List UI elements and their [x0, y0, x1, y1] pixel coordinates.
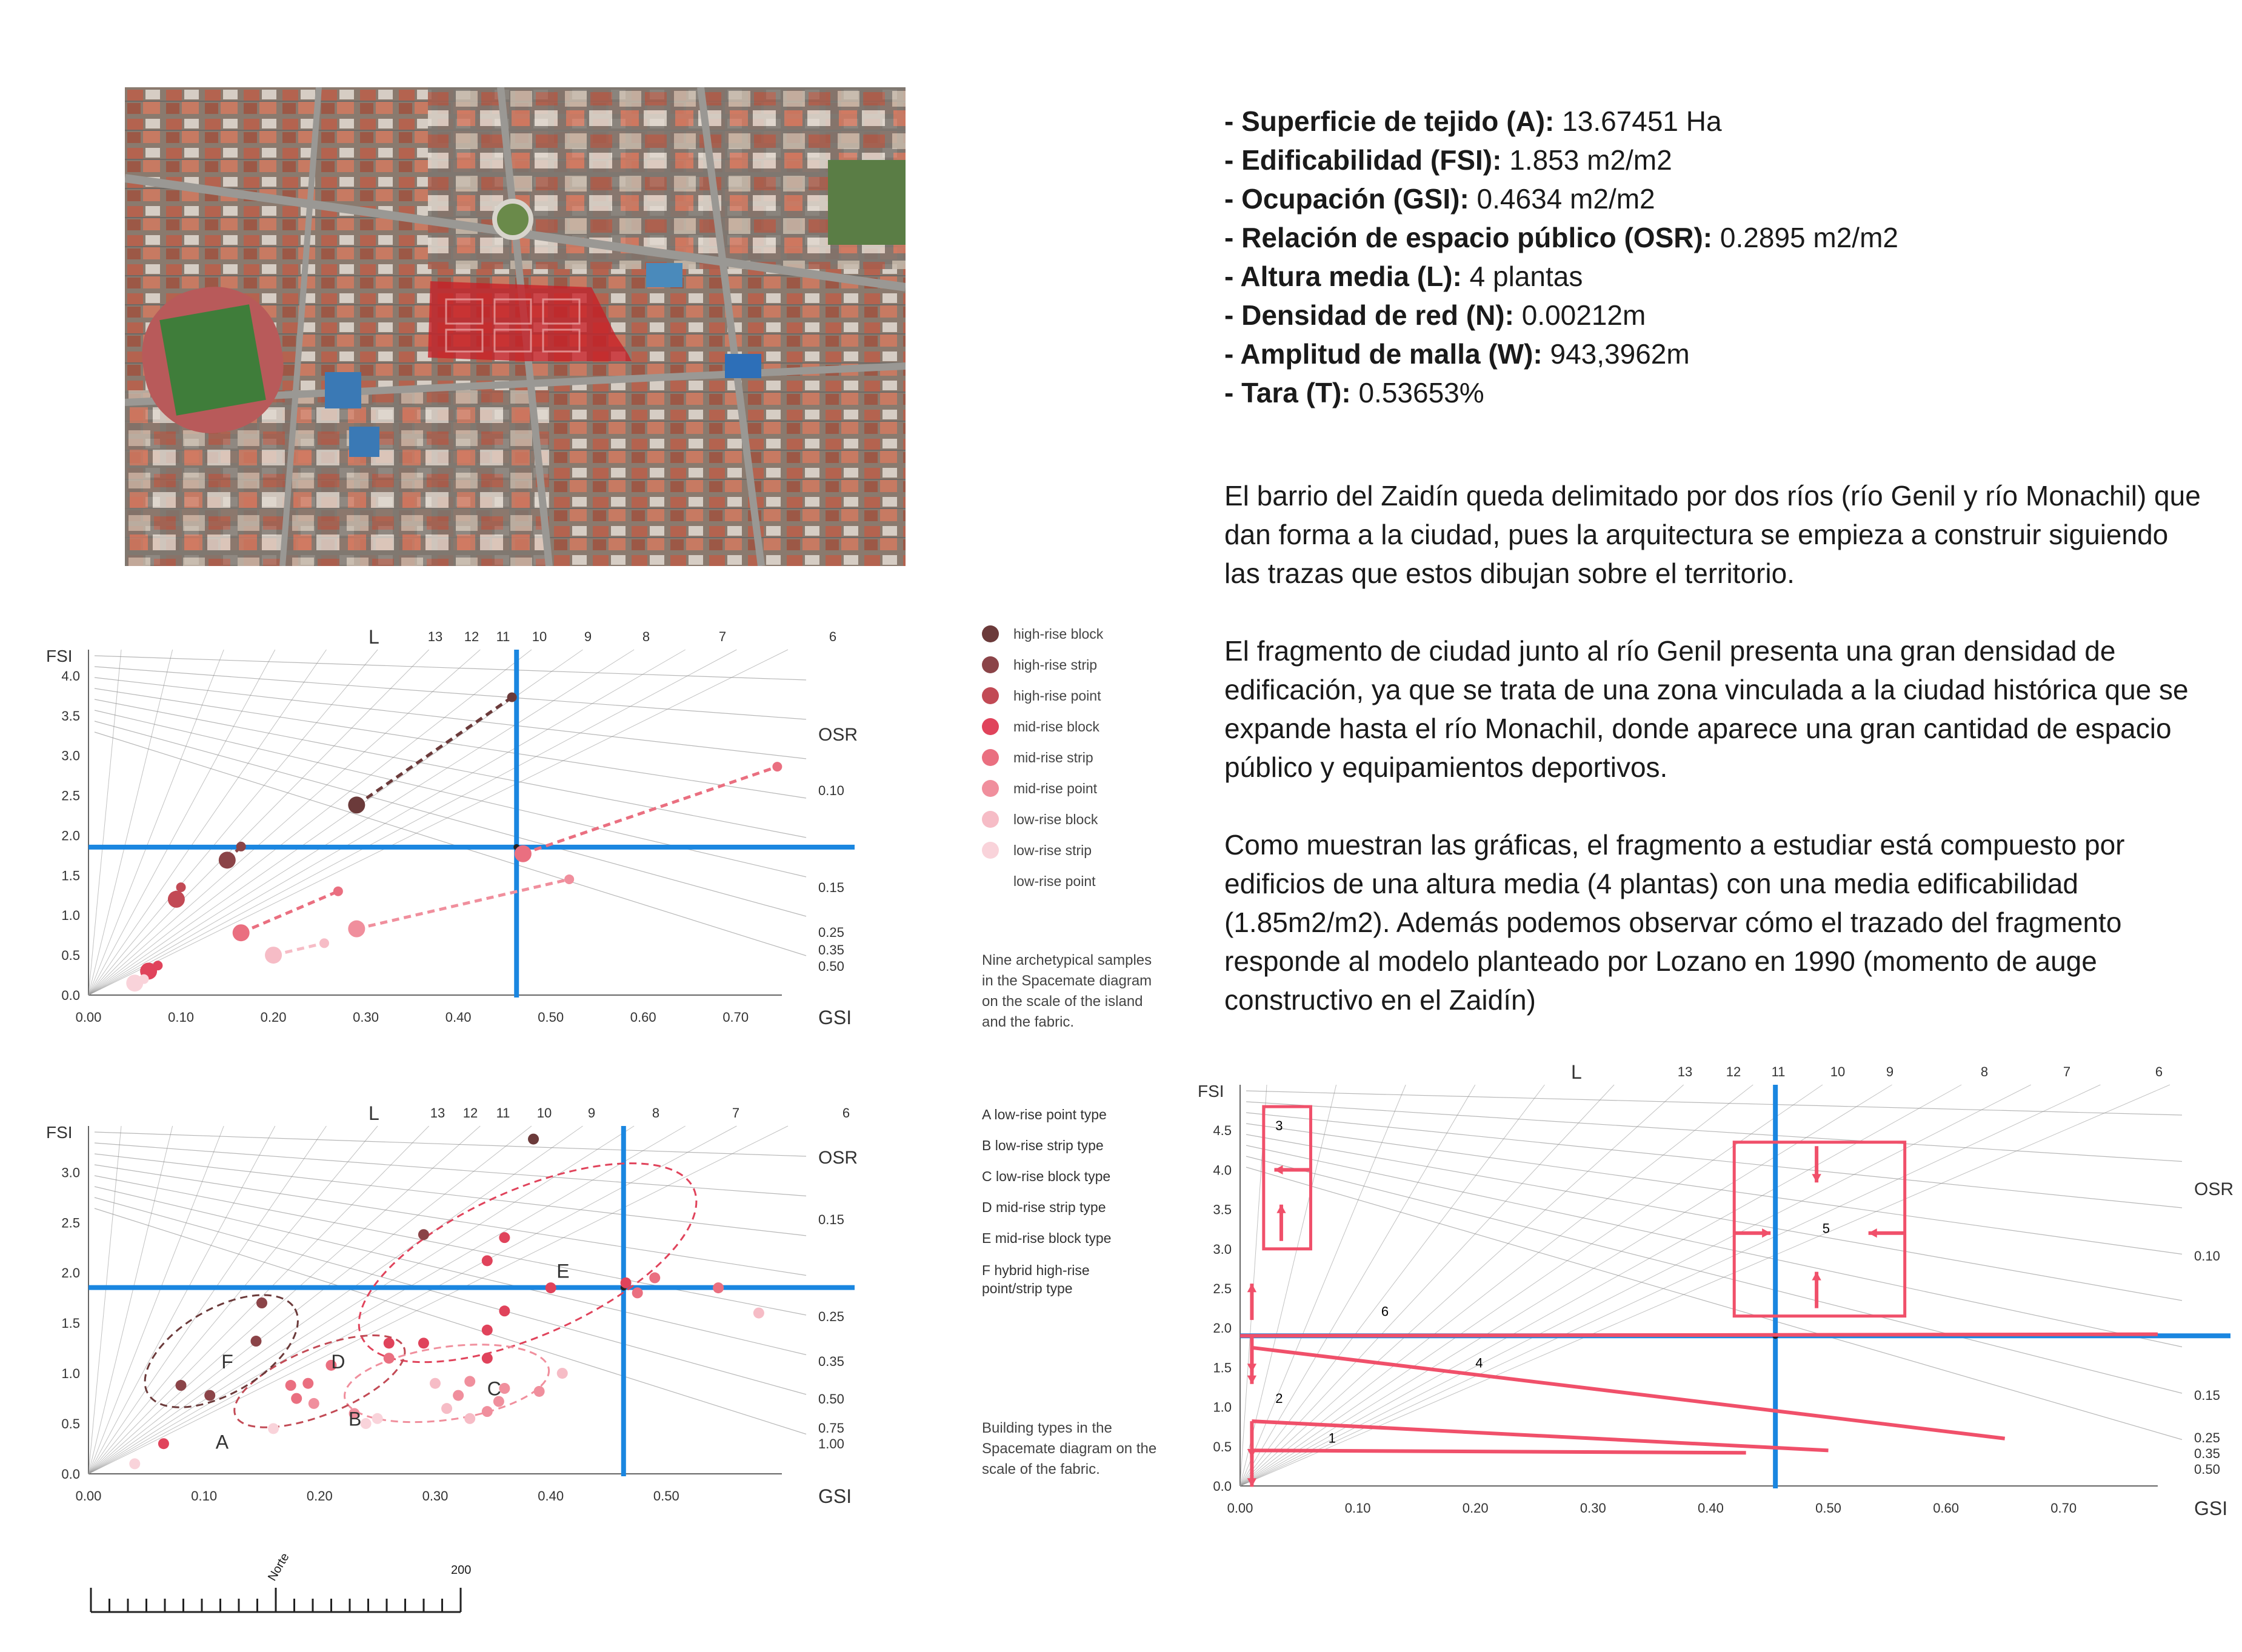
osr-tick-label: 0.75	[818, 1421, 844, 1436]
paragraph-1: El barrio del Zaidín queda delimitado por dos ríos (río Genil y río Monachil) que dan forma a la ciudad, pues la arquitectura se empieza a construir siguiendo las trazas que estos dibujan sobre el territorio.	[1224, 480, 2201, 589]
x-axis-label: GSI	[818, 1007, 852, 1028]
types-caption: Building types in the Spacemate diagram on the scale of the fabric.	[982, 1420, 1157, 1477]
osr-grid-line	[95, 721, 806, 916]
osr-tick-label: 0.50	[818, 1391, 844, 1407]
y-axis-label: FSI	[46, 647, 73, 665]
zone-label: 4	[1475, 1355, 1483, 1371]
zone-label: 6	[1381, 1304, 1389, 1319]
data-point	[348, 796, 365, 813]
l-tick-label: 10	[1830, 1064, 1846, 1079]
osr-grid-line	[1246, 1113, 2182, 1208]
l-grid-line	[1240, 1085, 1544, 1486]
data-point	[418, 1229, 429, 1240]
type-list	[982, 1107, 1176, 1296]
l-grid-line	[88, 650, 326, 995]
l-tick-label: 10	[536, 1105, 552, 1121]
scale-bar	[85, 1539, 479, 1630]
legend-caption: Nine archetypical samples in the Spacemate diagram on the scale of the island and the fabric.	[982, 952, 1152, 1030]
data-point	[176, 1380, 187, 1391]
y-tick-label: 4.5	[1213, 1123, 1232, 1139]
legend-item	[982, 716, 1099, 738]
l-tick-label: 13	[427, 629, 443, 644]
data-point	[265, 947, 282, 964]
legend-item	[982, 839, 1092, 861]
osr-tick-label: 0.25	[2194, 1430, 2220, 1445]
l-grid-line	[1240, 1085, 2170, 1486]
legend-label: high-rise point	[1013, 687, 1101, 704]
zone-label: 5	[1822, 1221, 1830, 1236]
data-point	[499, 1232, 510, 1243]
stat-fsi: - Edificabilidad (FSI): 1.853 m2/m2	[1224, 144, 1672, 176]
data-point	[464, 1413, 475, 1424]
stat-mesh-width: - Amplitud de malla (W): 943,3962m	[1224, 338, 1690, 370]
x-tick-label: 0.40	[1697, 1500, 1724, 1516]
scale-value-label: 200	[451, 1564, 472, 1577]
legend-swatch	[982, 780, 999, 797]
l-grid-line	[88, 650, 224, 995]
data-point	[464, 1376, 475, 1387]
y-tick-label: 0.5	[61, 948, 80, 964]
x-tick-label: 0.00	[1227, 1500, 1253, 1516]
l-grid-line	[88, 1126, 583, 1474]
x-tick-label: 0.40	[445, 1010, 472, 1025]
l-grid-line	[88, 1126, 686, 1474]
y-tick-label: 0.0	[61, 1467, 80, 1482]
data-point	[564, 874, 574, 884]
data-point	[285, 1380, 296, 1391]
paragraph-2: El fragmento de ciudad junto al río Genil presenta una gran densidad de edificación, ya que se trata de una zona vinculada a la ciudad histórica que se expande hasta el río Monachil, donde aparece una gran cantidad de espacio público y equipamientos deportivos.	[1224, 635, 2189, 783]
series-line	[356, 698, 512, 805]
x-tick-label: 0.40	[538, 1488, 564, 1504]
l-grid-line	[88, 1126, 173, 1474]
l-tick-label: 10	[532, 629, 547, 644]
zone-label: 1	[1328, 1430, 1336, 1446]
l-tick-label: 8	[652, 1105, 660, 1121]
l-grid-line	[88, 650, 736, 995]
stat-area: - Superficie de tejido (A): 13.67451 Ha	[1224, 105, 1722, 137]
data-point	[772, 762, 782, 771]
osr-tick-label: 0.10	[2194, 1248, 2220, 1264]
legend-swatch	[982, 687, 999, 704]
x-tick-label: 0.60	[630, 1010, 656, 1025]
data-point	[168, 891, 185, 908]
osr-grid-line	[1246, 1091, 2182, 1115]
data-point	[233, 924, 250, 941]
arrow-head-icon	[1869, 1228, 1877, 1237]
l-tick-label: 12	[464, 629, 479, 644]
osr-grid-line	[1246, 1124, 2182, 1254]
zone-label: 3	[1275, 1118, 1283, 1134]
y-tick-label: 0.5	[1213, 1439, 1232, 1454]
l-tick-label: 8	[1980, 1064, 1989, 1079]
y-tick-label: 4.0	[1213, 1162, 1232, 1178]
l-tick-label: 6	[829, 629, 837, 644]
legend-item	[982, 747, 1093, 768]
x-tick-label: 0.50	[538, 1010, 564, 1025]
l-axis-label: L	[369, 1102, 379, 1124]
data-point	[507, 693, 517, 702]
osr-tick-label: 0.35	[818, 1354, 844, 1369]
model-line	[1252, 1348, 2004, 1439]
data-point	[250, 1336, 261, 1347]
osr-grid-line	[95, 699, 806, 838]
stat-network-density: - Densidad de red (N): 0.00212m	[1224, 299, 1646, 331]
osr-grid-line	[95, 1208, 806, 1434]
osr-tick-label: 0.10	[818, 783, 844, 798]
data-point	[268, 1423, 279, 1434]
arrow-head-icon	[1812, 1272, 1821, 1281]
x-tick-label: 0.20	[260, 1010, 287, 1025]
zone-box	[1264, 1107, 1311, 1249]
data-point	[153, 961, 162, 970]
data-point	[534, 1386, 545, 1397]
legend-swatch	[982, 811, 999, 828]
arrow-head-icon	[1247, 1376, 1256, 1384]
osr-grid-line	[95, 1154, 806, 1236]
l-tick-label: 11	[496, 629, 510, 644]
l-tick-label: 9	[1886, 1064, 1894, 1079]
data-point	[256, 1297, 267, 1308]
data-point	[482, 1353, 493, 1364]
y-tick-label: 0.0	[61, 988, 80, 1003]
data-point	[302, 1378, 313, 1389]
osr-axis-label: OSR	[818, 725, 858, 745]
stat-gsi: - Ocupación (GSI): 0.4634 m2/m2	[1224, 183, 1655, 215]
data-point	[158, 1438, 169, 1449]
l-tick-label: 9	[587, 1105, 596, 1121]
x-tick-label: 0.00	[75, 1010, 102, 1025]
data-point	[236, 842, 246, 851]
x-tick-label: 0.30	[1580, 1500, 1606, 1516]
stats-list	[1224, 102, 1898, 412]
series-line	[356, 879, 569, 929]
legend-item	[982, 685, 1101, 707]
y-tick-label: 2.5	[61, 1215, 80, 1231]
osr-tick-label: 1.00	[818, 1436, 844, 1451]
y-tick-label: 1.0	[61, 1366, 80, 1382]
l-axis-label: L	[369, 626, 379, 648]
x-tick-label: 0.20	[1462, 1500, 1489, 1516]
osr-grid-line	[95, 1197, 806, 1394]
group-label: B	[349, 1408, 362, 1430]
l-grid-line	[88, 650, 480, 995]
legend-swatch	[982, 718, 999, 735]
osr-tick-label: 0.15	[2194, 1388, 2220, 1403]
y-tick-label: 2.5	[61, 788, 80, 804]
legend-label: low-rise block	[1013, 811, 1098, 827]
x-tick-label: 0.30	[353, 1010, 379, 1025]
data-point	[384, 1353, 395, 1364]
legend-swatch	[982, 842, 999, 859]
data-point	[545, 1282, 556, 1293]
l-grid-line	[1240, 1085, 1614, 1486]
l-grid-line	[88, 1126, 788, 1474]
osr-tick-label: 0.50	[2194, 1462, 2220, 1477]
legend-label: mid-rise point	[1013, 780, 1098, 796]
legend-swatch	[982, 625, 999, 642]
type-item: A low-rise point type	[982, 1107, 1107, 1122]
arrow-head-icon	[1762, 1228, 1770, 1237]
data-point	[632, 1287, 643, 1298]
data-point	[204, 1390, 215, 1401]
x-tick-label: 0.10	[1344, 1500, 1371, 1516]
legend-item	[982, 870, 1096, 892]
y-tick-label: 3.5	[61, 708, 80, 724]
y-tick-label: 3.0	[61, 748, 80, 764]
data-point	[129, 1458, 140, 1469]
data-point	[528, 1134, 539, 1145]
osr-tick-label: 0.35	[2194, 1446, 2220, 1461]
l-grid-line	[88, 1126, 736, 1474]
osr-tick-label: 0.50	[818, 959, 844, 974]
x-tick-label: 0.50	[1815, 1500, 1841, 1516]
type-item: C low-rise block type	[982, 1168, 1111, 1184]
x-tick-label: 0.30	[422, 1488, 449, 1504]
data-point	[482, 1325, 493, 1336]
l-axis-label: L	[1571, 1061, 1582, 1083]
l-tick-label: 9	[584, 629, 592, 644]
y-tick-label: 0.0	[1213, 1479, 1232, 1494]
osr-tick-label: 0.35	[818, 942, 844, 958]
y-tick-label: 2.0	[61, 828, 80, 844]
l-tick-label: 12	[1726, 1064, 1741, 1079]
data-point	[557, 1368, 568, 1379]
x-tick-label: 0.20	[306, 1488, 333, 1504]
data-point	[482, 1255, 493, 1266]
data-point	[291, 1393, 302, 1404]
y-axis-label: FSI	[46, 1123, 73, 1142]
l-grid-line	[88, 650, 173, 995]
y-tick-label: 1.0	[1213, 1399, 1232, 1415]
legend-label: high-rise block	[1013, 625, 1104, 642]
y-tick-label: 2.0	[61, 1265, 80, 1281]
aerial-photo	[125, 87, 906, 566]
data-point	[333, 887, 343, 896]
chart-body	[46, 626, 858, 1028]
description	[1224, 476, 2206, 1058]
zone-box	[1734, 1142, 1904, 1316]
group-label: F	[221, 1350, 233, 1373]
l-grid-line	[88, 1126, 326, 1474]
data-point	[219, 851, 236, 868]
type-item: B low-rise strip type	[982, 1137, 1104, 1153]
y-tick-label: 3.0	[1213, 1241, 1232, 1257]
data-point	[372, 1413, 383, 1424]
x-tick-label: 0.10	[168, 1010, 194, 1025]
legend-label: mid-rise strip	[1013, 749, 1093, 765]
type-item: F hybrid high-rise point/strip type	[982, 1262, 1090, 1296]
legend-item	[982, 623, 1103, 645]
osr-tick-label: 0.25	[818, 925, 844, 940]
l-tick-label: 12	[462, 1105, 478, 1121]
x-tick-label: 0.00	[75, 1488, 102, 1504]
data-point	[348, 921, 365, 938]
legend-item	[982, 808, 1098, 830]
l-grid-line	[88, 650, 429, 995]
legend	[982, 623, 1176, 890]
x-tick-label: 0.70	[2050, 1500, 2077, 1516]
data-point	[649, 1273, 660, 1284]
data-point	[499, 1305, 510, 1316]
data-point	[176, 882, 186, 892]
osr-grid-line	[95, 688, 806, 798]
group-label: A	[215, 1431, 229, 1453]
l-tick-label: 11	[496, 1105, 510, 1121]
y-tick-label: 3.0	[61, 1165, 80, 1181]
data-point	[361, 1418, 372, 1429]
y-tick-label: 1.5	[1213, 1360, 1232, 1376]
data-point	[139, 974, 149, 984]
y-tick-label: 1.0	[61, 908, 80, 924]
spacemate-chart-model	[1176, 1054, 2234, 1557]
x-tick-label: 0.10	[191, 1488, 218, 1504]
l-tick-label: 13	[1677, 1064, 1693, 1079]
l-tick-label: 11	[1771, 1064, 1786, 1079]
osr-tick-label: 0.15	[818, 1212, 844, 1227]
l-grid-line	[88, 650, 532, 995]
legend-label: low-rise strip	[1013, 842, 1092, 858]
arrow-head-icon	[1274, 1165, 1283, 1174]
osr-grid-line	[95, 678, 806, 759]
data-point	[482, 1406, 493, 1417]
osr-grid-line	[95, 732, 806, 956]
y-tick-label: 1.5	[61, 1316, 80, 1331]
osr-axis-label: OSR	[818, 1148, 858, 1168]
x-axis-label: GSI	[818, 1485, 852, 1507]
l-tick-label: 6	[2155, 1064, 2163, 1079]
north-label: Norte	[265, 1551, 292, 1584]
legend-swatch	[982, 656, 999, 673]
data-point	[418, 1337, 429, 1348]
y-axis-label: FSI	[1198, 1082, 1224, 1101]
zone-label: 2	[1275, 1391, 1283, 1407]
data-point	[515, 845, 532, 862]
data-point	[621, 1277, 632, 1288]
legend-label: mid-rise block	[1013, 718, 1099, 734]
x-tick-label: 0.50	[653, 1488, 679, 1504]
l-tick-label: 7	[2063, 1064, 2071, 1079]
legend-item	[982, 778, 1097, 799]
model-line	[1240, 1334, 2158, 1336]
l-grid-line	[88, 650, 378, 995]
osr-grid-line	[95, 1187, 806, 1355]
data-point	[713, 1282, 724, 1293]
arrow-head-icon	[1812, 1174, 1821, 1182]
l-grid-line	[88, 650, 583, 995]
type-item: D mid-rise strip type	[982, 1199, 1106, 1215]
stat-tara: - Tara (T): 0.53653%	[1224, 377, 1484, 408]
stat-osr: - Relación de espacio público (OSR): 0.2895 m2/m2	[1224, 222, 1898, 253]
model-line	[1252, 1421, 1828, 1450]
data-point	[441, 1403, 452, 1414]
osr-grid-line	[1246, 1156, 2182, 1393]
legend-label: low-rise point	[1013, 873, 1096, 889]
data-point	[319, 938, 329, 948]
y-tick-label: 4.0	[61, 668, 80, 684]
x-tick-label: 0.60	[1933, 1500, 1960, 1516]
data-point	[430, 1378, 441, 1389]
osr-grid-line	[95, 667, 806, 719]
l-grid-line	[88, 650, 788, 995]
osr-tick-label: 0.15	[818, 880, 844, 895]
y-tick-label: 2.0	[1213, 1321, 1232, 1336]
group-label: E	[556, 1260, 570, 1282]
l-tick-label: 13	[430, 1105, 445, 1121]
osr-tick-label: 0.25	[818, 1309, 844, 1324]
y-tick-label: 3.5	[1213, 1202, 1232, 1217]
osr-grid-line	[95, 1143, 806, 1196]
data-point	[309, 1398, 319, 1409]
legend-label: high-rise strip	[1013, 656, 1098, 673]
l-tick-label: 8	[642, 629, 650, 644]
group-label: D	[331, 1350, 345, 1373]
y-tick-label: 0.5	[61, 1416, 80, 1432]
data-point	[453, 1390, 464, 1401]
data-point	[753, 1308, 764, 1319]
arrow-head-icon	[1247, 1284, 1256, 1292]
y-tick-label: 2.5	[1213, 1281, 1232, 1296]
spacemate-chart-samples	[0, 612, 946, 1079]
l-tick-label: 7	[732, 1105, 740, 1121]
chart-body	[1198, 1061, 2234, 1519]
osr-axis-label: OSR	[2194, 1179, 2234, 1199]
legend-item	[982, 654, 1097, 676]
arrow-head-icon	[1276, 1205, 1286, 1213]
l-grid-line	[88, 650, 634, 995]
l-tick-label: 6	[842, 1105, 850, 1121]
legend-swatch	[982, 749, 999, 766]
type-item: E mid-rise block type	[982, 1230, 1112, 1246]
group-label: C	[487, 1377, 501, 1400]
chart-body	[46, 1102, 858, 1507]
x-axis-label: GSI	[2194, 1497, 2228, 1519]
paragraph-3: Como muestran las gráficas, el fragmento a estudiar está compuesto por edificios de una altura media (4 plantas) con una media edificabilidad (1.85m2/m2). Además podemos observar cómo el trazado del fragmento responde al modelo planteado por Lozano en 1990 (momento de auge constructivo en el Zaidín)	[1224, 829, 2125, 1016]
series-line	[241, 891, 338, 933]
data-point	[384, 1337, 395, 1348]
y-tick-label: 1.5	[61, 868, 80, 884]
l-tick-label: 7	[718, 629, 727, 644]
spacemate-chart-types	[0, 1096, 946, 1562]
x-tick-label: 0.70	[722, 1010, 749, 1025]
stat-height: - Altura media (L): 4 plantas	[1224, 261, 1583, 292]
model-line	[1252, 1450, 1746, 1453]
